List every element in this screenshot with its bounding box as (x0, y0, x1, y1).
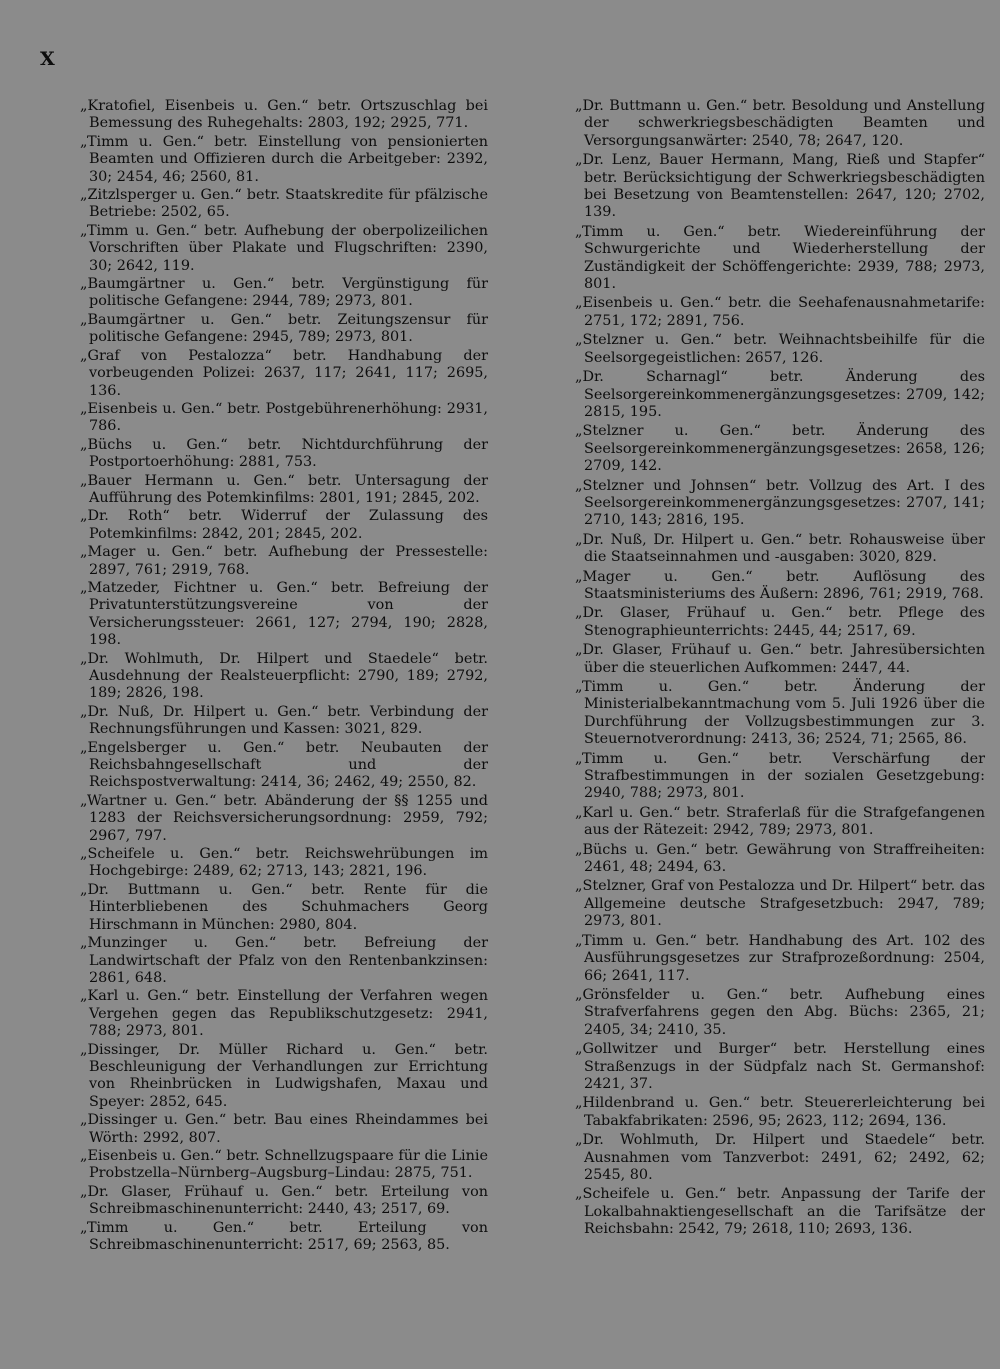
index-entry: „Büchs u. Gen.“ betr. Nichtdurchführung der Postportoerhöhung: 2881, 753. (80, 436, 488, 471)
index-entry: „Engelsberger u. Gen.“ betr. Neubauten der Reichsbahngesellschaft und der Reichspostverwaltung: 2414, 36; 2462, 49; 2550, 82. (80, 739, 488, 791)
index-entry: „Scheifele u. Gen.“ betr. Reichswehrübungen im Hochgebirge: 2489, 62; 2713, 143; 2821, 196. (80, 846, 488, 880)
index-entry: „Matzeder, Fichtner u. Gen.“ betr. Befreiung der Privatunterstützungsvereine von der Versicherungssteuer: 2661, 127; 2794, 190; 2828, 198. (80, 579, 488, 649)
index-entry: „Timm u. Gen.“ betr. Handhabung des Art. 102 des Ausführungsgesetzes zur Strafprozeßordnung: 2504, 66; 2641, 117. (575, 932, 985, 984)
index-entry: „Stelzner u. Gen.“ betr. Änderung des Seelsorgereinkommenergänzungsgesetzes: 2658, 126; 2709, 142. (575, 423, 985, 475)
index-entry: „Grönsfelder u. Gen.“ betr. Aufhebung eines Strafverfahrens gegen den Abg. Büchs: 2365, 21; 2405, 34; 2410, 35. (575, 986, 985, 1038)
right-column (575, 98, 985, 1239)
index-entry: „Munzinger u. Gen.“ betr. Befreiung der Landwirtschaft der Pfalz von den Rentenbankzinsen: 2861, 648. (80, 935, 488, 986)
page-number: X (40, 48, 55, 70)
index-entry: „Dissinger, Dr. Müller Richard u. Gen.“ betr. Beschleunigung der Verhandlungen zur Errichtung von Rheinbrücken in Ludwigshafen, Maxau und Speyer: 2852, 645. (80, 1041, 488, 1110)
index-entry: „Baumgärtner u. Gen.“ betr. Vergünstigung für politische Gefangene: 2944, 789; 2973, 801. (80, 276, 488, 310)
index-entry: „Dr. Buttmann u. Gen.“ betr. Rente für die Hinterbliebenen des Schuhmachers Georg Hirschmann in München: 2980, 804. (80, 881, 488, 933)
index-entry: „Dr. Nuß, Dr. Hilpert u. Gen.“ betr. Verbindung der Rechnungsführungen und Kassen: 3021, 829. (80, 703, 488, 738)
index-entry: „Dr. Nuß, Dr. Hilpert u. Gen.“ betr. Rohausweise über die Staatseinnahmen und -ausgaben: 3020, 829. (575, 531, 985, 566)
index-entry: „Dr. Glaser, Frühauf u. Gen.“ betr. Erteilung von Schreibmaschinenunterricht: 2440, 43; 2517, 69. (80, 1183, 488, 1218)
index-entry: „Dr. Wohlmuth, Dr. Hilpert und Staedele“ betr. Ausdehnung der Realsteuerpflicht: 2790, 189; 2792, 189; 2826, 198. (80, 650, 488, 702)
index-entry: „Karl u. Gen.“ betr. Straferlaß für die Strafgefangenen aus der Rätezeit: 2942, 789; 2973, 801. (575, 804, 985, 839)
index-entry: „Eisenbeis u. Gen.“ betr. Schnellzugspaare für die Linie Probstzella–Nürnberg–Augsburg–Lindau: 2875, 751. (80, 1147, 488, 1182)
index-entry: „Graf von Pestalozza“ betr. Handhabung der vorbeugenden Polizei: 2637, 117; 2641, 117; 2695, 136. (80, 347, 488, 399)
index-entry: „Dr. Scharnagl“ betr. Änderung des Seelsorgereinkommenergänzungsgesetzes: 2709, 142; 2815, 195. (575, 369, 985, 420)
index-entry: „Stelzner u. Gen.“ betr. Weihnachtsbeihilfe für die Seelsorgegeistlichen: 2657, 126. (575, 332, 985, 366)
index-entry: „Eisenbeis u. Gen.“ betr. Postgebührenerhöhung: 2931, 786. (80, 400, 488, 435)
index-entry: „Mager u. Gen.“ betr. Aufhebung der Pressestelle: 2897, 761; 2919, 768. (80, 544, 488, 578)
index-entry: „Karl u. Gen.“ betr. Einstellung der Verfahren wegen Vergehen gegen das Republikschutzgesetz: 2941, 788; 2973, 801. (80, 988, 488, 1040)
index-entry: „Büchs u. Gen.“ betr. Gewährung von Straffreiheiten: 2461, 48; 2494, 63. (575, 841, 985, 876)
index-entry: „Stelzner, Graf von Pestalozza und Dr. Hilpert“ betr. das Allgemeine deutsche Strafgesetzbuch: 2947, 789; 2973, 801. (575, 878, 985, 930)
index-entry: „Wartner u. Gen.“ betr. Abänderung der §§ 1255 und 1283 der Reichsversicherungsordnung: 2959, 792; 2967, 797. (80, 792, 488, 844)
index-entry: „Mager u. Gen.“ betr. Auflösung des Staatsministeriums des Äußern: 2896, 761; 2919, 768. (575, 568, 985, 602)
index-entry: „Dr. Lenz, Bauer Hermann, Mang, Rieß und Stapfer“ betr. Berücksichtigung der Schwerkriegsbeschädigten bei Besetzung von Beamtenstellen: 2647, 120; 2702, 139. (575, 152, 985, 221)
index-entry: „Kratofiel, Eisenbeis u. Gen.“ betr. Ortszuschlag bei Bemessung des Ruhegehalts: 2803, 192; 2925, 771. (80, 98, 488, 132)
index-entry: „Timm u. Gen.“ betr. Wiedereinführung der Schwurgerichte und Wiederherstellung der Zuständigkeit der Schöffengerichte: 2939, 788; 2973, 801. (575, 223, 985, 293)
index-entry: „Dr. Buttmann u. Gen.“ betr. Besoldung und Anstellung der schwerkriegsbeschädigten Beamten und Versorgungsanwärter: 2540, 78; 2647, 120. (575, 98, 985, 149)
index-entry: „Bauer Hermann u. Gen.“ betr. Untersagung der Aufführung des Potemkinfilms: 2801, 191; 2845, 202. (80, 472, 488, 506)
index-entry: „Timm u. Gen.“ betr. Verschärfung der Strafbestimmungen in der sozialen Gesetzgebung: 2940, 788; 2973, 801. (575, 750, 985, 802)
index-entry: „Eisenbeis u. Gen.“ betr. die Seehafenausnahmetarife: 2751, 172; 2891, 756. (575, 295, 985, 329)
index-entry: „Scheifele u. Gen.“ betr. Anpassung der Tarife der Lokalbahnaktiengesellschaft an die Tarifsätze der Reichsbahn: 2542, 79; 2618, 110; 2693, 136. (575, 1186, 985, 1238)
index-entry: „Dr. Wohlmuth, Dr. Hilpert und Staedele“ betr. Ausnahmen vom Tanzverbot: 2491, 62; 2492, 62; 2545, 80. (575, 1132, 985, 1183)
index-entry: „Timm u. Gen.“ betr. Erteilung von Schreibmaschinenunterricht: 2517, 69; 2563, 85. (80, 1219, 488, 1253)
index-entry: „Hildenbrand u. Gen.“ betr. Steuererleichterung bei Tabakfabrikaten: 2596, 95; 2623, 112; 2694, 136. (575, 1095, 985, 1129)
index-entry: „Timm u. Gen.“ betr. Einstellung von pensionierten Beamten und Offizieren durch die Arbeitgeber: 2392, 30; 2454, 46; 2560, 81. (80, 133, 488, 185)
index-entry: „Dissinger u. Gen.“ betr. Bau eines Rheindammes bei Wörth: 2992, 807. (80, 1112, 488, 1146)
index-entry: „Dr. Roth“ betr. Widerruf der Zulassung des Potemkinfilms: 2842, 201; 2845, 202. (80, 508, 488, 542)
index-entry: „Timm u. Gen.“ betr. Änderung der Ministerialbekanntmachung vom 5. Juli 1926 über die Durchführung der Vollzugsbestimmungen zur 3. Steuernotverordnung: 2413, 36; 2524, 71; 2565, 86. (575, 679, 985, 748)
index-entry: „Timm u. Gen.“ betr. Aufhebung der oberpolizeilichen Vorschriften über Plakate und Flugschriften: 2390, 30; 2642, 119. (80, 222, 488, 274)
index-entry: „Zitzlsperger u. Gen.“ betr. Staatskredite für pfälzische Betriebe: 2502, 65. (80, 187, 488, 221)
index-entry: „Dr. Glaser, Frühauf u. Gen.“ betr. Jahresübersichten über die steuerlichen Aufkommen: 2447, 44. (575, 642, 985, 676)
index-entry: „Baumgärtner u. Gen.“ betr. Zeitungszensur für politische Gefangene: 2945, 789; 2973, 801. (80, 311, 488, 346)
index-entry: „Dr. Glaser, Frühauf u. Gen.“ betr. Pflege des Stenographieunterrichts: 2445, 44; 2517, 69. (575, 605, 985, 639)
left-column (80, 98, 488, 1254)
index-entry: „Gollwitzer und Burger“ betr. Herstellung eines Straßenzugs in der Südpfalz nach St. Germanshof: 2421, 37. (575, 1041, 985, 1092)
index-entry: „Stelzner und Johnsen“ betr. Vollzug des Art. I des Seelsorgereinkommenergänzungsgesetzes: 2707, 141; 2710, 143; 2816, 195. (575, 477, 985, 529)
